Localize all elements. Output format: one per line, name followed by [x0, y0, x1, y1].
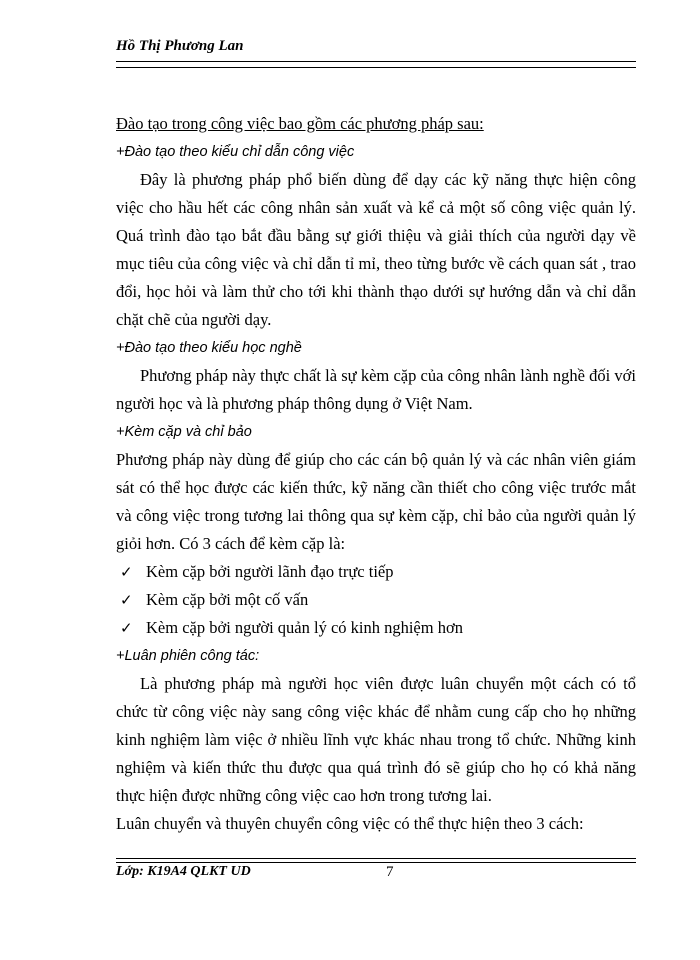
section-heading: Đào tạo trong công việc bao gồm các phương pháp sau:: [116, 114, 484, 133]
text-line: và công việc trong tương lai thông qua sự kèm cặp, chỉ bảo của người quản lý: [116, 506, 636, 525]
checkmark-icon: ✓: [120, 619, 133, 637]
subsection-title-3: +Kèm cặp và chỉ bảo: [116, 424, 252, 440]
list-item-text: Kèm cặp bởi người lãnh đạo trực tiếp: [146, 562, 394, 581]
list-item: [116, 558, 636, 586]
header-author: Hồ Thị Phương Lan: [116, 38, 244, 54]
text-line: đổi, học hỏi và làm thử cho tới khi thành thạo dưới sự hướng dẫn và chỉ dẫn: [116, 282, 636, 301]
text-line: mục tiêu của công việc và chỉ dẫn tỉ mỉ, theo từng bước về cách quan sát , trao: [116, 254, 636, 273]
paragraph-1: [116, 166, 636, 334]
list-item: [116, 586, 636, 614]
checkmark-icon: ✓: [120, 563, 133, 581]
subsection-title-4: +Luân phiên công tác:: [116, 648, 260, 664]
text-line: Đây là phương pháp phổ biến dùng để dạy các kỹ năng thực hiện công: [140, 170, 636, 189]
page-number: 7: [386, 864, 394, 880]
text-line: Phương pháp này dùng để giúp cho các cán bộ quản lý và các nhân viên giám: [116, 450, 636, 469]
coaching-methods-list: [116, 558, 636, 642]
text-line: Phương pháp này thực chất là sự kèm cặp của công nhân lành nghề đối với: [140, 366, 636, 385]
text-line: chức từ công việc này sang công việc khác để nhằm cung cấp cho họ những: [116, 702, 636, 721]
footer-class-label: Lớp: K19A4 QLKT UD: [116, 864, 251, 879]
subsection-title-2: +Đào tạo theo kiểu học nghề: [116, 340, 302, 356]
subsection-title-1: +Đào tạo theo kiểu chỉ dẫn công việc: [116, 144, 355, 160]
list-item-text: Kèm cặp bởi một cố vấn: [146, 590, 309, 609]
closing-line: Luân chuyển và thuyên chuyển công việc có thể thực hiện theo 3 cách:: [116, 814, 584, 833]
header-divider: [116, 61, 636, 68]
text-line: người học và là phương pháp thông dụng ở Việt Nam.: [116, 394, 473, 413]
text-line: giỏi hơn. Có 3 cách để kèm cặp là:: [116, 534, 346, 553]
text-line: việc cho hầu hết các công nhân sản xuất và kể cả một số công việc quản lý.: [116, 198, 636, 217]
text-line: chặt chẽ của người dạy.: [116, 310, 272, 329]
paragraph-2: [116, 362, 636, 418]
checkmark-icon: ✓: [120, 591, 133, 609]
list-item: [116, 614, 636, 642]
text-line: kinh nghiệm làm việc ở nhiều lĩnh vực khác nhau trong tổ chức. Những kinh: [116, 730, 636, 749]
paragraph-3: [116, 446, 636, 558]
text-line: nghiệm và kiến thức thu được qua quá trình đó sẽ giúp cho họ có khả năng: [116, 758, 636, 777]
footer-divider: [116, 858, 636, 863]
text-line: Là phương pháp mà người học viên được luân chuyển một cách có tổ: [140, 674, 636, 693]
paragraph-4: [116, 670, 636, 810]
text-line: sát có thể học được các kiến thức, kỹ năng cần thiết cho công việc trước mắt: [116, 478, 636, 497]
text-line: thực hiện được những công việc cao hơn trong tương lai.: [116, 786, 492, 805]
list-item-text: Kèm cặp bởi người quản lý có kinh nghiệm hơn: [146, 618, 463, 637]
document-body: [116, 110, 636, 838]
text-line: Quá trình đào tạo bắt đầu bằng sự giới thiệu và giải thích của người dạy về: [116, 226, 636, 245]
